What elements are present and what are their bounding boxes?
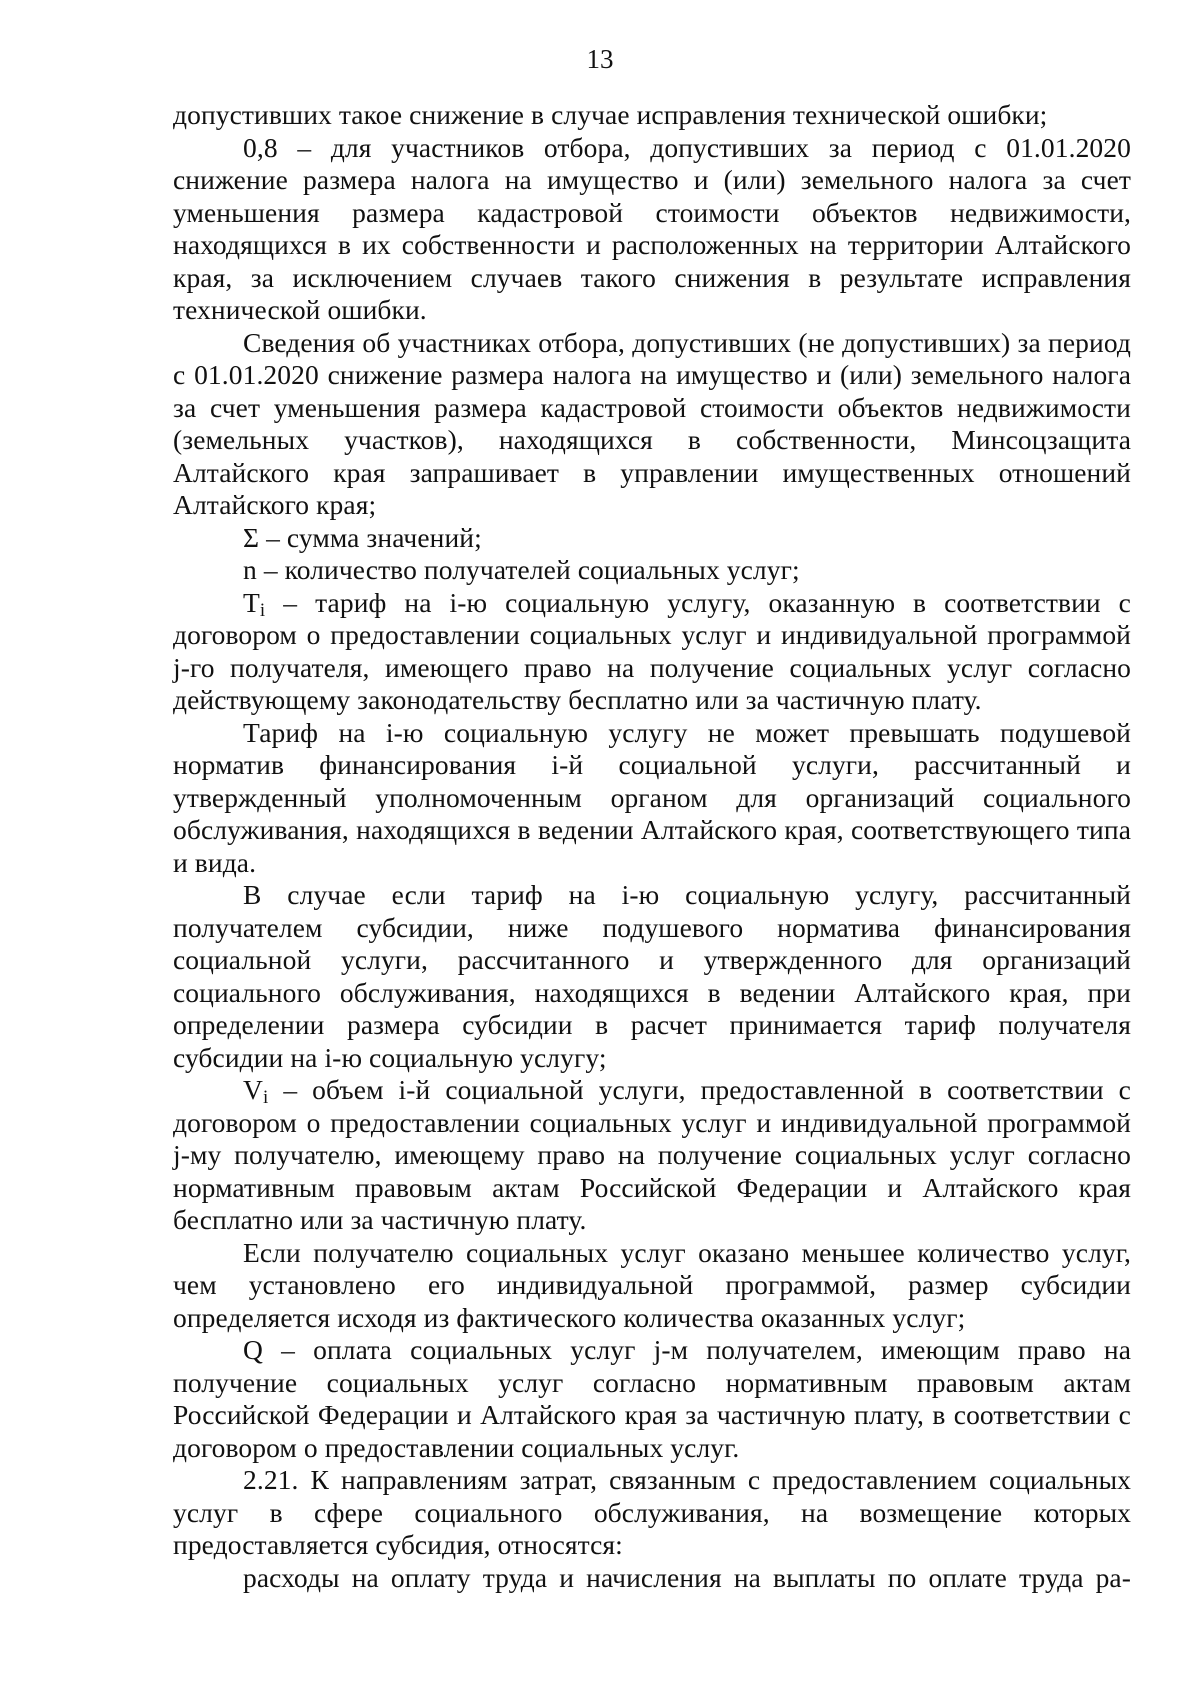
paragraph-sigma-definition: Σ – сумма значений; — [243, 521, 482, 553]
ti-definition-text: – тариф на i-ю социальную услугу, оказанную в соответствии с договором о предоставлении социальных услуг и индивидуальной программой j-го получателя, имеющего право на получение социальных услуг согласно действующему законодательству бесплатно или за частичную плату. — [173, 586, 1131, 715]
paragraph-q-definition: Q – оплата социальных услуг j-м получателем, имеющим право на получение социальных услуг согласно нормативным правовым актам Российской Федерации и Алтайского края за частичную плату, в соответствии с договором о предоставлении социальных услуг. — [173, 1334, 1131, 1463]
paragraph-continuation: допустивших такое снижение в случае исправления технической ошибки; — [173, 99, 1048, 130]
paragraph-n-definition: n – количество получателей социальных услуг; — [243, 554, 800, 585]
paragraph-fewer-services: Если получателю социальных услуг оказано меньшее количество услуг, чем установлено его индивидуальной программой, размер субсидии определяется исходя из фактического количества оказанных услуг; — [173, 1236, 1131, 1333]
subscript-i: i — [262, 1087, 269, 1108]
document-text-body — [173, 99, 1131, 1594]
paragraph-vi-definition — [173, 1074, 1131, 1237]
vi-definition-text: – объем i-й социальной услуги, предоставленной в соответствии с договором о предоставлении социальных услуг и индивидуальной программой j-му получателю, имеющему право на получение социальных услуг согласно нормативным правовым актам Российской Федерации и Алтайского края бесплатно или за частичную плату. — [173, 1074, 1131, 1235]
symbol-v: V — [243, 1074, 263, 1105]
subscript-i: i — [259, 599, 266, 621]
paragraph-section-2-21: 2.21. К направлениям затрат, связанным с предоставлением социальных услуг в сфере социального обслуживания, на возмещение которых предоставляется субсидия, относятся: — [173, 1464, 1131, 1560]
paragraph-ti-definition — [173, 587, 1131, 717]
paragraph-tariff-case: В случае если тариф на i-ю социальную услугу, рассчитанный получателем субсидии, ниже подушевого норматива финансирования социальной услуги, рассчитанного и утвержденного для организаций социального обслуживания, находящихся в ведении Алтайского края, при определении размера субсидии в расчет принимается тариф получателя субсидии на i-ю социальную услугу; — [173, 879, 1131, 1073]
symbol-t: T — [243, 586, 260, 618]
paragraph-tariff-limit: Тариф на i-ю социальную услугу не может превышать подушевой норматив финансирования i-й социальной услуги, рассчитанный и утвержденный уполномоченным органом для организаций социального обслуживания, находящихся в ведении Алтайского края, соответствующего типа и вида. — [173, 716, 1131, 878]
paragraph-labor-costs: расходы на оплату труда и начисления на выплаты по оплате труда ра- — [243, 1561, 1131, 1593]
page-number: 13 — [586, 44, 614, 74]
paragraph-participant-info: Сведения об участниках отбора, допустивших (не допустивших) за период с 01.01.2020 снижение размера налога на имущество и (или) земельного налога за счет уменьшения размера кадастровой стоимости объектов недвижимости (земельных участков), находящихся в собственности, Минсоцзащита Алтайского края запрашивает в управлении имущественных отношений Алтайского края; — [173, 326, 1131, 520]
paragraph-coefficient-0-8: 0,8 – для участников отбора, допустивших за период с 01.01.2020 снижение размера налога на имущество и (или) земельного налога за счет уменьшения размера кадастровой стоимости объектов недвижимости, находящихся в их собственности и расположенных на территории Алтайского края, за исключением случаев такого снижения в результате исправления технической ошибки. — [173, 131, 1131, 325]
